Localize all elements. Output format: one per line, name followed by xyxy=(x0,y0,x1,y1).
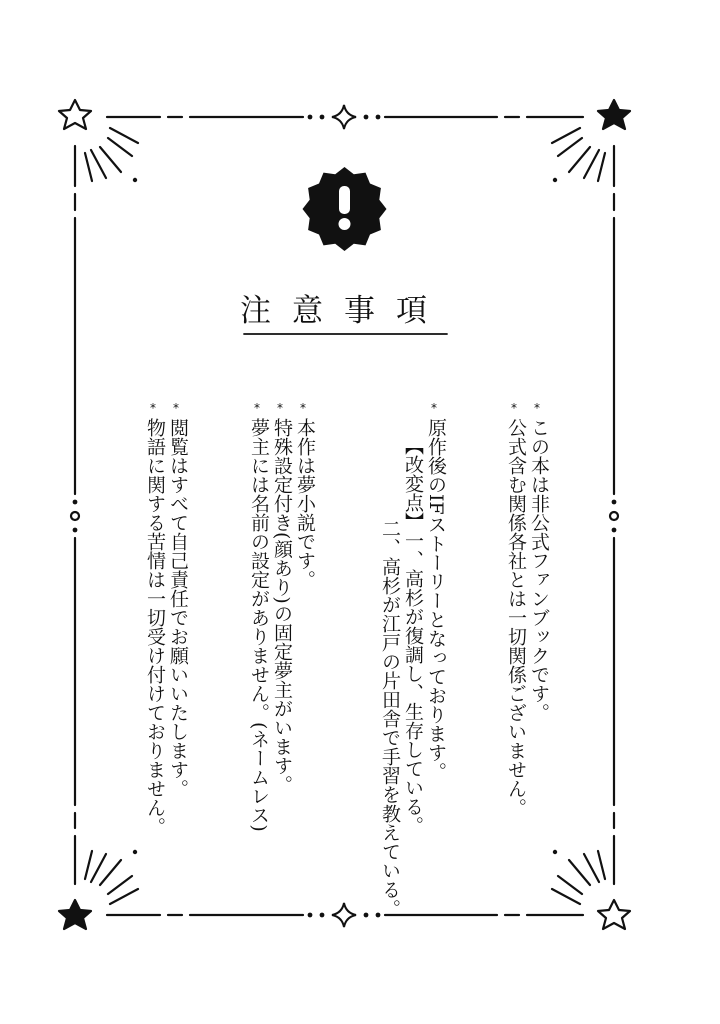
notice-line: 物語に関する苦情は一切受け付けておりません。 xyxy=(144,418,166,836)
bullet-mark: * xyxy=(431,401,437,415)
notice-line: 二、高杉が江戸の片田舎で手習を教えている。 xyxy=(379,519,401,918)
star-icon xyxy=(598,100,630,129)
bullet-mark: * xyxy=(150,401,156,415)
sparkle-icon xyxy=(332,903,356,927)
bullet-mark: * xyxy=(300,401,306,415)
bullet-mark: * xyxy=(277,401,283,415)
notice-line: 公式含む関係各社とは一切関係ございません。 xyxy=(505,418,527,817)
exclamation-badge-icon xyxy=(303,167,387,251)
bullet-mark: * xyxy=(511,401,517,415)
star-icon xyxy=(59,100,91,129)
notice-line: 本作は夢小説です。 xyxy=(294,418,316,589)
star-icon xyxy=(59,900,91,929)
star-icon xyxy=(598,900,630,929)
bullet-mark: * xyxy=(254,401,260,415)
notice-line: 閲覧はすべて自己責任でお願いいたします。 xyxy=(167,418,189,798)
notice-line: この本は非公式ファンブックです。 xyxy=(528,418,550,722)
page-title: 注意事項 xyxy=(240,293,448,329)
notice-line: 【改変点】一、高杉が復調し、生存している。 xyxy=(402,436,424,835)
bullet-mark: * xyxy=(534,401,540,415)
notice-line: 原作後のIFストーリーとなっております。 xyxy=(425,418,447,781)
notice-line: 特殊設定付き(顔あり)の固定夢主がいます。 xyxy=(271,418,293,794)
bullet-mark: * xyxy=(173,401,179,415)
sparkle-icon xyxy=(332,105,356,129)
notice-line: 夢主には名前の設定がありません。(ネームレス) xyxy=(248,418,270,832)
